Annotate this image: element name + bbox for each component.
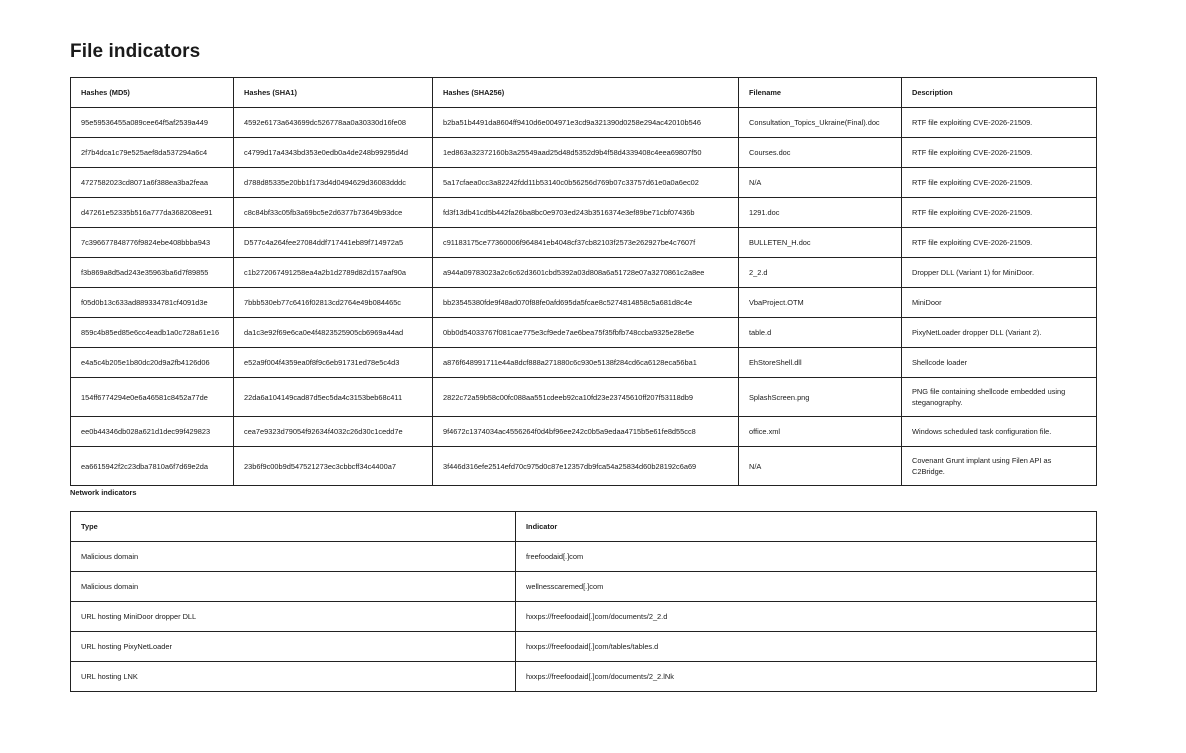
description-cell: Dropper DLL (Variant 1) for MiniDoor.: [902, 258, 1097, 288]
sha256-cell: c91183175ce77360006f964841eb4048cf37cb82103f2573e262927be4c7607f: [433, 228, 739, 258]
filename-cell: N/A: [739, 168, 902, 198]
sha256-cell: fd3f13db41cd5b442fa26ba8bc0e9703ed243b3516374e3ef89be71cbf07436b: [433, 198, 739, 228]
sha1-cell: D577c4a264fee27084ddf717441eb89f714972a5: [234, 228, 433, 258]
filename-cell: 1291.doc: [739, 198, 902, 228]
indicator-cell: hxxps://freefoodaid[.]com/documents/2_2.d: [516, 602, 1097, 632]
description-cell: RTF file exploiting CVE-2026-21509.: [902, 138, 1097, 168]
filename-cell: SplashScreen.png: [739, 378, 902, 417]
sha1-cell: c4799d17a4343bd353e0edb0a4de248b99295d4d: [234, 138, 433, 168]
filename-cell: office.xml: [739, 417, 902, 447]
md5-cell: d47261e52335b516a777da368208ee91: [71, 198, 234, 228]
table-row: [71, 348, 1097, 378]
type-cell: URL hosting PixyNetLoader: [71, 632, 516, 662]
column-header-type: Type: [71, 512, 516, 542]
description-cell: RTF file exploiting CVE-2026-21509.: [902, 108, 1097, 138]
sha256-cell: bb23545380fde9f48ad070f88fe0afd695da5fcae8c5274814858c5a681d8c4e: [433, 288, 739, 318]
sha256-cell: 0bb0d54033767f081cae775e3cf9ede7ae6bea75f35fbfb748ccba9325e28e5e: [433, 318, 739, 348]
filename-cell: 2_2.d: [739, 258, 902, 288]
column-header-indicator: Indicator: [516, 512, 1097, 542]
network-indicators-table: [70, 511, 1097, 692]
table-header-row: [71, 78, 1097, 108]
indicator-cell: freefoodaid[.]com: [516, 542, 1097, 572]
column-header-sha256: Hashes (SHA256): [433, 78, 739, 108]
sha256-cell: b2ba51b4491da8604ff9410d6e004971e3cd9a321390d0258e294ac42010b546: [433, 108, 739, 138]
sha1-cell: 23b6f9c00b9d547521273ec3cbbcff34c4400a7: [234, 447, 433, 486]
table-row: [71, 258, 1097, 288]
indicator-cell: hxxps://freefoodaid[.]com/documents/2_2.lNk: [516, 662, 1097, 692]
md5-cell: ee0b44346db028a621d1dec99f429823: [71, 417, 234, 447]
type-cell: URL hosting MiniDoor dropper DLL: [71, 602, 516, 632]
filename-cell: VbaProject.OTM: [739, 288, 902, 318]
md5-cell: e4a5c4b205e1b80dc20d9a2fb4126d06: [71, 348, 234, 378]
column-header-md5: Hashes (MD5): [71, 78, 234, 108]
table-row: [71, 138, 1097, 168]
sha1-cell: 4592e6173a643699dc526778aa0a30330d16fe08: [234, 108, 433, 138]
type-cell: URL hosting LNK: [71, 662, 516, 692]
filename-cell: BULLETEN_H.doc: [739, 228, 902, 258]
md5-cell: f05d0b13c633ad889334781cf4091d3e: [71, 288, 234, 318]
sha256-cell: a944a09783023a2c6c62d3601cbd5392a03d808a6a51728e07a3270861c2a8ee: [433, 258, 739, 288]
table-row: [71, 198, 1097, 228]
table-row: [71, 228, 1097, 258]
type-cell: Malicious domain: [71, 542, 516, 572]
network-indicators-heading: Network indicators: [70, 488, 137, 497]
md5-cell: 95e59536455a089cee64f5af2539a449: [71, 108, 234, 138]
table-row: [71, 318, 1097, 348]
table-row: [71, 288, 1097, 318]
sha1-cell: d788d85335e20bb1f173d4d0494629d36083dddc: [234, 168, 433, 198]
filename-cell: Courses.doc: [739, 138, 902, 168]
table-row: [71, 378, 1097, 417]
description-cell: RTF file exploiting CVE-2026-21509.: [902, 198, 1097, 228]
sha1-cell: da1c3e92f69e6ca0e4f4823525905cb6969a44ad: [234, 318, 433, 348]
filename-cell: Consultation_Topics_Ukraine(Final).doc: [739, 108, 902, 138]
description-cell: PixyNetLoader dropper DLL (Variant 2).: [902, 318, 1097, 348]
md5-cell: 2f7b4dca1c79e525aef8da537294a6c4: [71, 138, 234, 168]
file-indicators-table: [70, 77, 1097, 486]
table-row: [71, 632, 1097, 662]
table-row: [71, 168, 1097, 198]
table-row: [71, 108, 1097, 138]
md5-cell: ea6615942f2c23dba7810a6f7d69e2da: [71, 447, 234, 486]
md5-cell: 859c4b85ed85e6cc4eadb1a0c728a61e16: [71, 318, 234, 348]
filename-cell: N/A: [739, 447, 902, 486]
description-cell: Shellcode loader: [902, 348, 1097, 378]
table-row: [71, 542, 1097, 572]
sha256-cell: 9f4672c1374034ac4556264f0d4bf96ee242c0b5a9edaa4715b5e61fe8d55cc8: [433, 417, 739, 447]
table-row: [71, 447, 1097, 486]
table-header-row: [71, 512, 1097, 542]
description-cell: RTF file exploiting CVE-2026-21509.: [902, 168, 1097, 198]
filename-cell: table.d: [739, 318, 902, 348]
filename-cell: EhStoreShell.dll: [739, 348, 902, 378]
sha256-cell: 1ed863a32372160b3a25549aad25d48d5352d9b4f58d4339408c4eea69807f50: [433, 138, 739, 168]
indicator-cell: wellnesscaremed[.]com: [516, 572, 1097, 602]
sha256-cell: 2822c72a59b58c00fc088aa551cdeeb92ca10fd23e23745610ff207f53118db9: [433, 378, 739, 417]
sha1-cell: 22da6a104149cad87d5ec5da4c3153beb68c411: [234, 378, 433, 417]
description-cell: MiniDoor: [902, 288, 1097, 318]
sha1-cell: cea7e9323d79054f92634f4032c26d30c1cedd7e: [234, 417, 433, 447]
md5-cell: 4727582023cd8071a6f388ea3ba2feaa: [71, 168, 234, 198]
description-cell: Windows scheduled task configuration file.: [902, 417, 1097, 447]
table-row: [71, 602, 1097, 632]
table-row: [71, 572, 1097, 602]
sha1-cell: 7bbb530eb77c6416f02813cd2764e49b084465c: [234, 288, 433, 318]
table-row: [71, 662, 1097, 692]
column-header-description: Description: [902, 78, 1097, 108]
sha1-cell: c1b272067491258ea4a2b1d2789d82d157aaf90a: [234, 258, 433, 288]
md5-cell: f3b869a8d5ad243e35963ba6d7f89855: [71, 258, 234, 288]
sha1-cell: e52a9f004f4359ea0f8f9c6eb91731ed78e5c4d3: [234, 348, 433, 378]
sha256-cell: a876f648991711e44a8dcf888a271880c6c930e5138f284cd6ca6128eca56ba1: [433, 348, 739, 378]
md5-cell: 154ff6774294e0e6a46581c8452a77de: [71, 378, 234, 417]
description-cell: RTF file exploiting CVE-2026-21509.: [902, 228, 1097, 258]
column-header-sha1: Hashes (SHA1): [234, 78, 433, 108]
document-page: [70, 38, 1096, 692]
table-row: [71, 417, 1097, 447]
description-cell: Covenant Grunt implant using Filen API as C2Bridge.: [902, 447, 1097, 486]
sha256-cell: 5a17cfaea0cc3a82242fdd11b53140c0b56256d769b07c33757d61e0a0a6ec02: [433, 168, 739, 198]
page-title: File indicators: [70, 41, 201, 62]
sha256-cell: 3f446d316efe2514efd70c975d0c87e12357db9fca54a25834d60b28192c6a69: [433, 447, 739, 486]
column-header-filename: Filename: [739, 78, 902, 108]
type-cell: Malicious domain: [71, 572, 516, 602]
sha1-cell: c8c84bf33c05fb3a69bc5e2d6377b73649b93dce: [234, 198, 433, 228]
md5-cell: 7c396677848776f9824ebe408bbba943: [71, 228, 234, 258]
indicator-cell: hxxps://freefoodaid[.]com/tables/tables.d: [516, 632, 1097, 662]
description-cell: PNG file containing shellcode embedded using steganography.: [902, 378, 1097, 417]
